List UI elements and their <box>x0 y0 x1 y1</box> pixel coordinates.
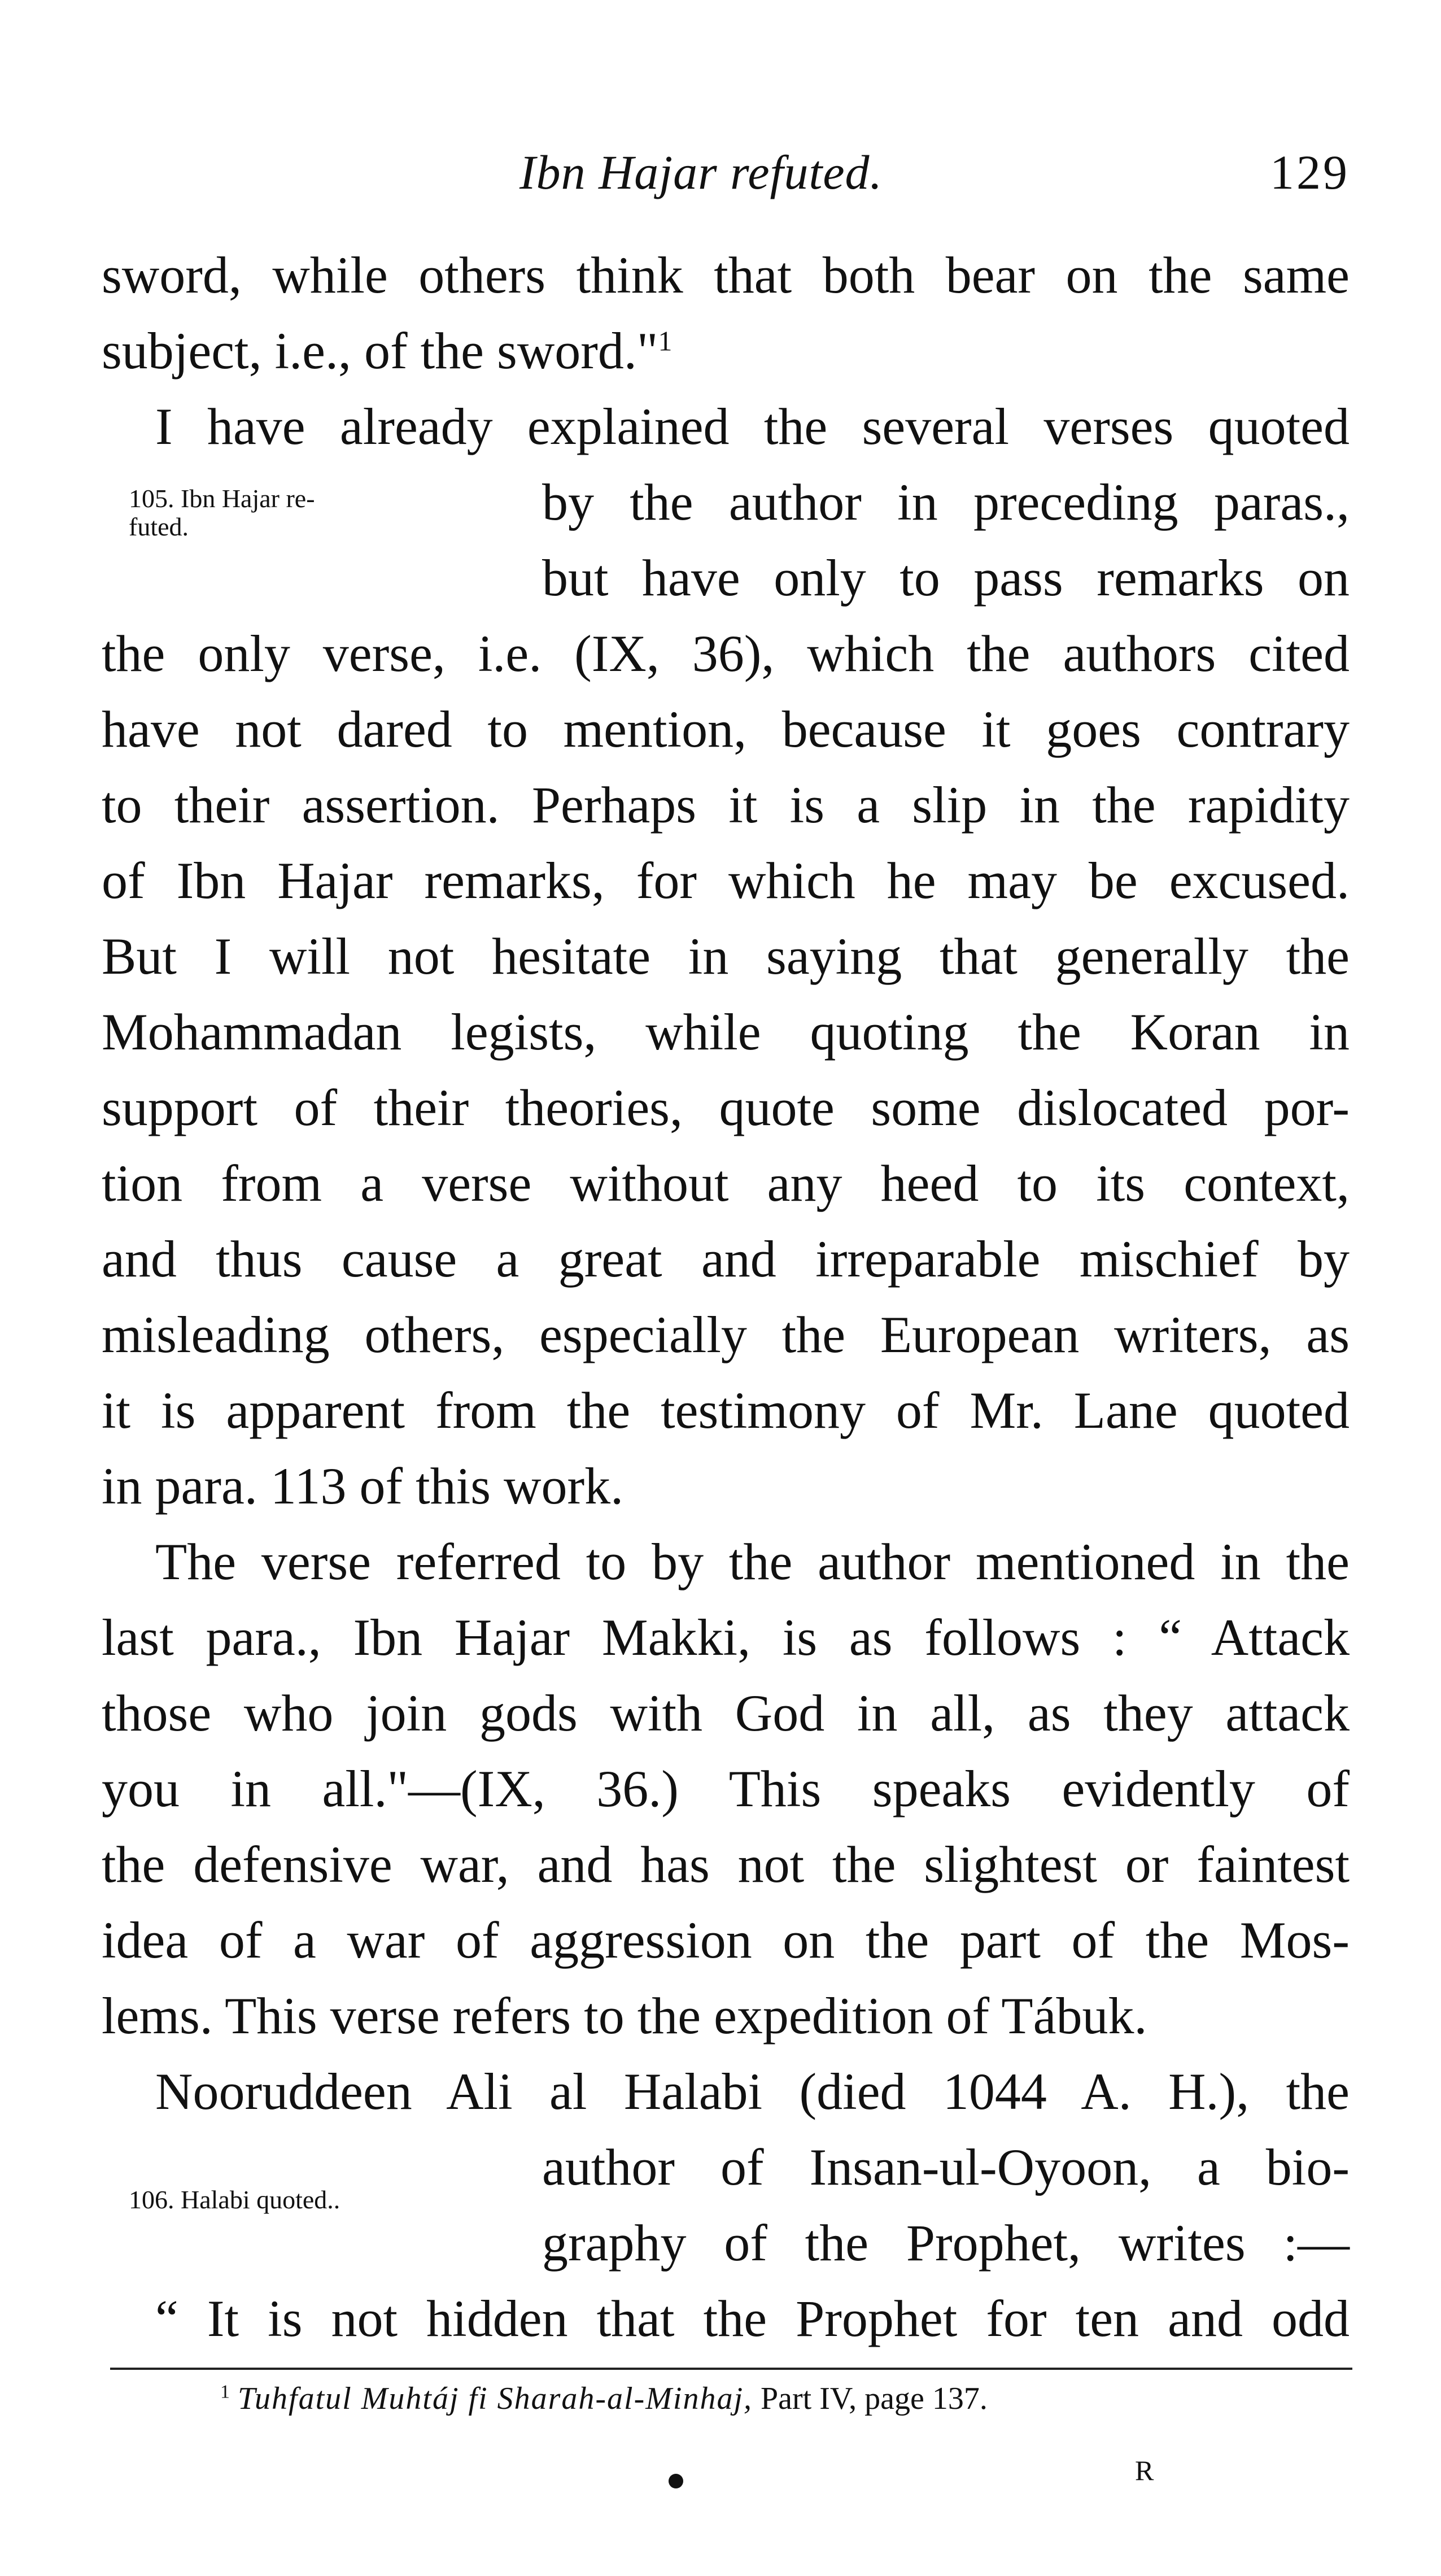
footnote-reference: 1 <box>658 325 673 357</box>
text-line: the defensive war, and has not the slightest or faintest <box>102 1836 1350 1893</box>
running-head: Ibn Hajar refuted. <box>519 145 883 199</box>
paragraph-start: Nooruddeen Ali al Halabi (died 1044 A. H.), the <box>155 2063 1350 2120</box>
text-line: to their assertion. Perhaps it is a slip in the rapidity <box>102 776 1350 834</box>
footnote-marker: 1 <box>220 2381 230 2403</box>
paragraph-start: I have already explained the several verses quoted <box>155 398 1350 455</box>
quotation-start: “ It is not hidden that the Prophet for ten and odd <box>155 2290 1350 2347</box>
signature-mark: R <box>1135 2455 1154 2486</box>
text-line: it is apparent from the testimony of Mr. Lane quoted <box>102 1381 1350 1439</box>
text-line-with-margin-note <box>102 464 1350 540</box>
text-line: and thus cause a great and irreparable mischief by <box>102 1230 1350 1288</box>
paragraph-start: The verse referred to by the author mentioned in the <box>155 1533 1350 1590</box>
margin-note-line: 106. Halabi quoted.. <box>129 2185 340 2214</box>
text-line: graphy of the Prophet, writes :— <box>542 2214 1350 2272</box>
text-line: lems. This verse refers to the expedition of Tábuk. <box>102 1987 1147 2045</box>
body-text <box>102 237 1350 2356</box>
text-line: in para. 113 of this work. <box>102 1457 624 1515</box>
footnote-source-location: Part IV, page 137. <box>753 2381 988 2416</box>
footnote-source-title: Tuhfatul Muhtáj fi Sharah-al-Minhaj, <box>238 2381 753 2416</box>
text-line-content: author of Insan-ul-Oyoon, a bio- <box>542 2138 1350 2196</box>
margin-note-105 <box>129 485 315 541</box>
text-line: last para., Ibn Hajar Makki, is as follows : “ Attack <box>102 1609 1350 1666</box>
text-line: the only verse, i.e. (IX, 36), which the authors cited <box>102 625 1350 682</box>
text-line: tion from a verse without any heed to its context, <box>102 1154 1350 1212</box>
text-line: support of their theories, quote some dislocated por- <box>102 1079 1350 1136</box>
text-line-with-margin-note <box>102 2129 1350 2214</box>
text-line: But I will not hesitate in saying that generally the <box>102 927 1350 985</box>
text-line: those who join gods with God in all, as they attack <box>102 1684 1350 1742</box>
text-line <box>102 313 1350 389</box>
text-line: you in all."—(IX, 36.) This speaks evidently of <box>102 1760 1350 1817</box>
margin-note-line: futed. <box>129 512 189 541</box>
page-header <box>102 144 1350 217</box>
text-line-content: subject, i.e., of the sword." <box>102 322 658 380</box>
text-line: of Ibn Hajar remarks, for which he may be excused. <box>102 852 1350 909</box>
text-line: sword, while others think that both bear on the same <box>102 246 1350 304</box>
footnote-divider <box>110 2368 1352 2370</box>
text-line: have not dared to mention, because it goes contrary <box>102 700 1350 758</box>
printer-dot <box>669 2474 683 2488</box>
text-line-content: by the author in preceding paras., <box>542 473 1350 531</box>
page-number: 129 <box>1270 145 1350 199</box>
footnote <box>220 2381 988 2417</box>
text-line: Mohammadan legists, while quoting the Koran in <box>102 1003 1350 1061</box>
text-line: but have only to pass remarks on <box>542 549 1350 607</box>
margin-note-line: 105. Ibn Hajar re- <box>129 484 315 513</box>
text-line: idea of a war of aggression on the part of the Mos- <box>102 1911 1350 1969</box>
text-line: misleading others, especially the European writers, as <box>102 1306 1350 1363</box>
